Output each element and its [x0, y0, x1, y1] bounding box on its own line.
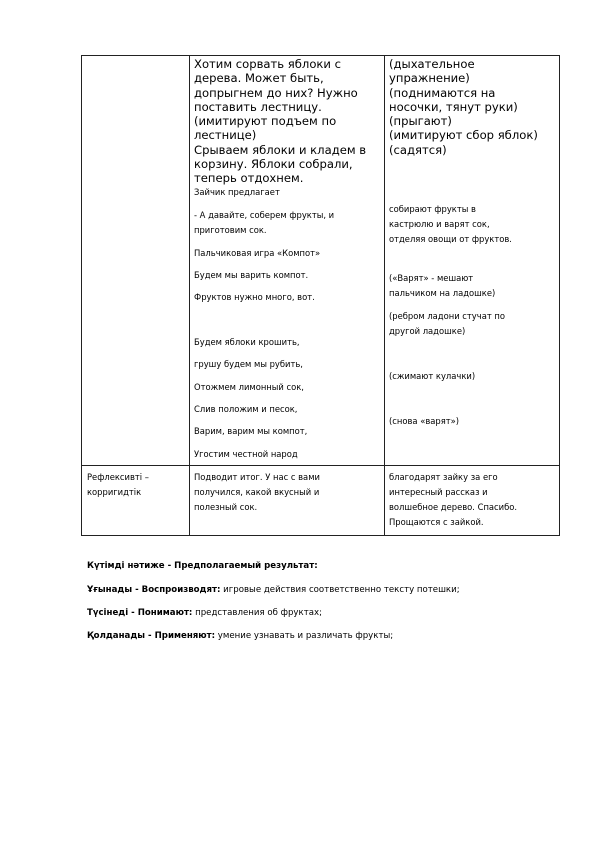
expected-result-heading: Күтімді нәтиже - Предполагаемый результат: — [87, 561, 318, 571]
table-border-left — [81, 55, 82, 536]
row1-col2-small-text: Зайчик предлагает - А давайте, соберем фрукты, и приготовим сок. Пальчиковая игра «Компот» Будем мы варить компот. Фруктов нужно много, вот. Будем яблоки крошить, грушу будем мы рубить, Отожмем лимонный сок, Слив положим и песок, Варим, варим мы компот, Угостим честной народ — [194, 187, 335, 459]
row2-col3-text: благодарят зайку за его интересный рассказ и волшебное дерево. Спасибо. Прощаются с зайкой. — [389, 472, 518, 527]
row2-col2-text: Подводит итог. У нас с вами получился, какой вкусный и полезный сок. — [194, 472, 320, 512]
row1-col2-main-text: Хотим сорвать яблоки с дерева. Может быть, допрыгнем до них? Нужно поставить лестницу. (имитируют подъем по лестнице) Срываем яблоки и кладем в корзину. Яблоки собрали, теперь отдохнем. — [194, 57, 367, 186]
row2-col1-text: Рефлексивті – корригидтік — [87, 472, 149, 497]
row1-col3-small-text: собирают фрукты в кастрюлю и варят сок, отделяя овощи от фруктов. («Варят» - мешают пальчиком на ладошке) (ребром ладони стучат по другой ладошке) (сжимают кулачки) (снова «варят») — [389, 204, 512, 426]
table-border-col3 — [384, 55, 385, 536]
result-apply: Қолданады - Применяют: умение узнавать и различать фрукты; — [87, 631, 394, 641]
table-border-top — [81, 55, 560, 56]
table-border-bottom — [81, 535, 560, 536]
result-reproduce: Ұғынады - Воспроизводят: игровые действия соответственно тексту потешки; — [87, 585, 460, 595]
table-border-right — [559, 55, 560, 536]
row1-col3-main-text: (дыхательное упражнение) (поднимаются на носочки, тянут руки) (прыгают) (имитируют сбор яблок) (садятся) — [389, 57, 538, 157]
table-border-col2 — [189, 55, 190, 536]
table-row-divider — [81, 465, 560, 466]
lesson-table — [81, 55, 560, 536]
result-understand: Түсінеді - Понимают: представления об фруктах; — [87, 608, 322, 618]
